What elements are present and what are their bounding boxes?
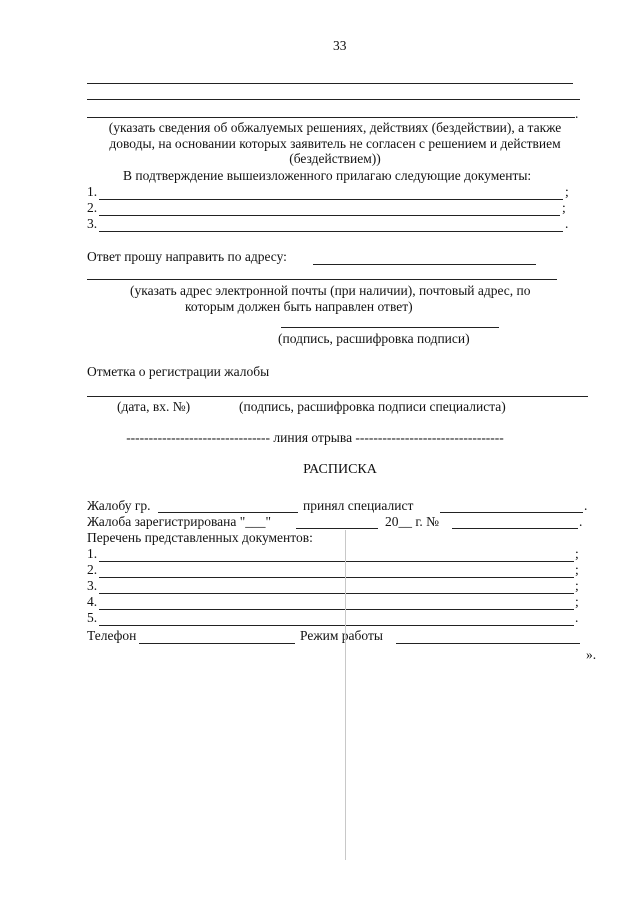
hours-label: Режим работы (300, 628, 383, 643)
document-end: . (575, 610, 579, 625)
registration-line (87, 396, 588, 397)
tear-line: -------------------------------- линия отрыва --------------------------------- (126, 430, 504, 445)
attachment-end: ; (562, 200, 566, 215)
document-number: 1. (87, 546, 98, 561)
accepted-by-label: принял специалист (303, 498, 414, 513)
registered-label: Жалоба зарегистрирована "___" (87, 514, 272, 529)
registration-number-line (452, 528, 578, 529)
attachment-line (99, 231, 563, 232)
address-line (87, 279, 557, 280)
document-end: ; (575, 594, 579, 609)
attachment-number: 1. (87, 184, 98, 199)
appeal-note-line-3: (бездействием)) (289, 151, 381, 166)
document-line (99, 593, 574, 594)
attachment-number: 2. (87, 200, 98, 215)
document-end: ; (575, 562, 579, 577)
address-label: Ответ прошу направить по адресу: (87, 249, 287, 264)
complainant-line (158, 512, 298, 513)
hours-line (396, 643, 580, 644)
attachments-intro: В подтверждение вышеизложенного прилагаю следующие документы: (123, 168, 532, 183)
line-end-period: . (584, 498, 588, 513)
scan-artifact-line (345, 530, 346, 860)
document-number: 4. (87, 594, 98, 609)
page-number: 33 (333, 38, 347, 53)
blank-line (87, 99, 580, 100)
document-line (99, 577, 574, 578)
address-line (313, 264, 536, 265)
document-number: 3. (87, 578, 98, 593)
specialist-line (440, 512, 583, 513)
appeal-note-line-1: (указать сведения об обжалуемых решениях, действиях (бездействии), а также (108, 120, 562, 135)
document-line (99, 625, 574, 626)
document-end: ; (575, 578, 579, 593)
attachment-end: . (565, 216, 569, 231)
registration-label: Отметка о регистрации жалобы (87, 364, 270, 379)
documents-label: Перечень представленных документов: (87, 530, 313, 545)
line-end-period: . (575, 106, 579, 121)
document-line (99, 561, 574, 562)
address-note-line-1: (указать адрес электронной почты (при наличии), почтовый адрес, по (130, 283, 531, 298)
document-line (99, 609, 574, 610)
line-end-period: . (579, 514, 583, 529)
complaint-from-label: Жалобу гр. (87, 498, 151, 513)
document-end: ; (575, 546, 579, 561)
signature-note: (подпись, расшифровка подписи) (278, 331, 470, 346)
attachment-line (99, 199, 563, 200)
registration-note-date: (дата, вх. №) (117, 399, 191, 414)
receipt-title: РАСПИСКА (303, 462, 377, 477)
attachment-end: ; (565, 184, 569, 199)
year-label: 20__ г. № (385, 514, 440, 529)
registration-note-sign: (подпись, расшифровка подписи специалиста) (239, 399, 506, 414)
appeal-note-line-2: доводы, на основании которых заявитель не согласен с решением и действием (109, 136, 561, 151)
attachment-number: 3. (87, 216, 98, 231)
blank-line (87, 117, 575, 118)
closing-quote: ». (586, 647, 597, 662)
signature-line (281, 327, 499, 328)
registered-month-line (296, 528, 378, 529)
phone-label: Телефон (87, 628, 137, 643)
attachment-line (99, 215, 560, 216)
document-number: 2. (87, 562, 98, 577)
blank-line (87, 83, 573, 84)
phone-line (139, 643, 295, 644)
document-number: 5. (87, 610, 98, 625)
address-note-line-2: которым должен быть направлен ответ) (185, 299, 413, 314)
